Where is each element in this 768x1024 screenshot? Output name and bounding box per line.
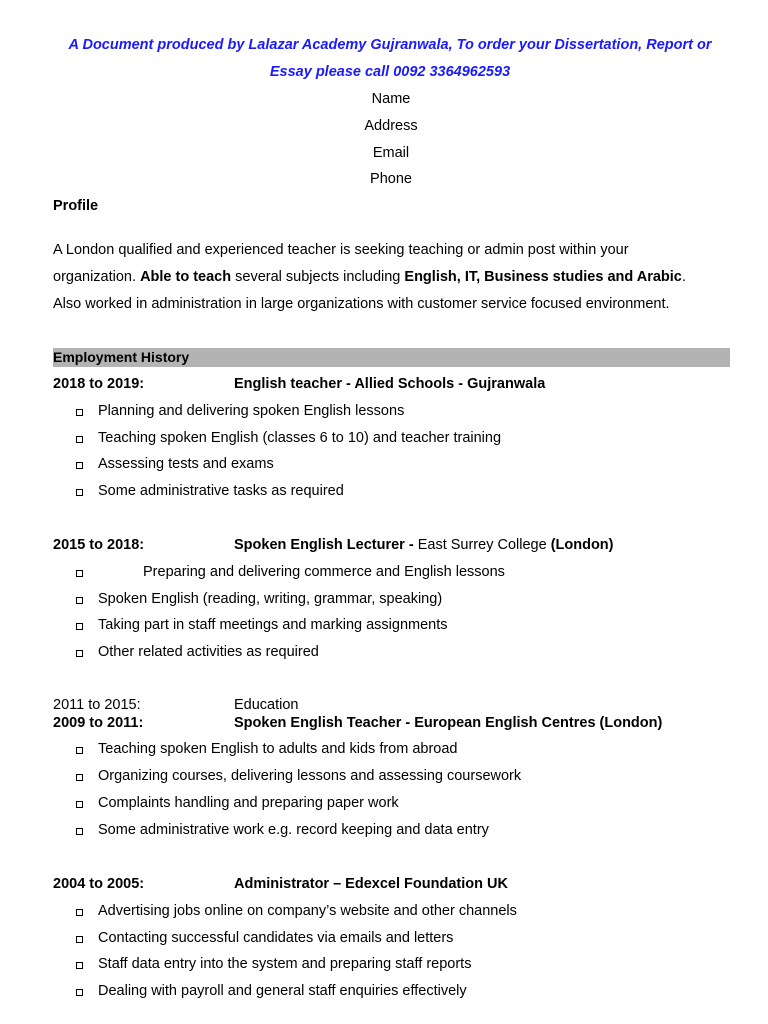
contact-phone: Phone — [370, 171, 412, 187]
profile-line-2-part-b: Able to teach — [140, 269, 232, 285]
employment-history-heading: Employment History — [53, 349, 190, 365]
square-bullet-icon — [76, 623, 83, 630]
square-bullet-icon — [76, 909, 83, 916]
list-item-text: Teaching spoken English (classes 6 to 10) and teacher training — [98, 430, 502, 446]
square-bullet-icon — [76, 747, 83, 754]
square-bullet-icon — [76, 774, 83, 781]
list-item-text: Taking part in staff meetings and marking assignments — [98, 617, 448, 633]
contact-name: Name — [371, 91, 411, 107]
profile-line-2-part-c: several subjects including — [231, 269, 405, 285]
profile-line-2-part-d: English, IT, Business studies and Arabic — [404, 269, 682, 285]
square-bullet-icon — [76, 989, 83, 996]
list-item-text: Some administrative work e.g. record keeping and data entry — [98, 822, 489, 838]
list-item-text: Assessing tests and exams — [98, 456, 274, 472]
education-date: 2011 to 2015: — [53, 697, 141, 713]
list-item-text: Contacting successful candidates via emails and letters — [98, 930, 454, 946]
square-bullet-icon — [76, 462, 83, 469]
list-item-text: Advertising jobs online on company’s website and other channels — [98, 903, 517, 919]
profile-line-3: Also worked in administration in large organizations with customer service focused environment. — [53, 296, 670, 312]
square-bullet-icon — [76, 409, 83, 416]
job-date: 2004 to 2005: — [53, 876, 145, 892]
contact-email: Email — [372, 145, 410, 161]
profile-line-1: A London qualified and experienced teacher is seeking teaching or admin post within your — [53, 242, 629, 258]
list-item-text: Planning and delivering spoken English lessons — [98, 403, 405, 419]
square-bullet-icon — [76, 489, 83, 496]
contact-address: Address — [364, 118, 418, 134]
profile-line-2-part-e: . — [681, 269, 686, 285]
profile-line-2 — [53, 264, 686, 290]
job-role-employer: East Surrey College — [417, 537, 551, 553]
job-role: Spoken English Teacher - European English Centres (London) — [234, 715, 663, 731]
square-bullet-icon — [76, 828, 83, 835]
list-item-text: Some administrative tasks as required — [98, 483, 344, 499]
list-item-text: Complaints handling and preparing paper work — [98, 795, 399, 811]
job-role-title: Spoken English Lecturer - — [234, 537, 418, 553]
job-date: 2018 to 2019: — [53, 376, 145, 392]
banner-line-2: Essay please call 0092 3364962593 — [269, 64, 511, 80]
job-date: 2009 to 2011: — [53, 715, 144, 731]
list-item-text: Organizing courses, delivering lessons and assessing coursework — [98, 768, 522, 784]
list-item-text: Spoken English (reading, writing, grammar, speaking) — [98, 591, 443, 607]
job-role — [234, 532, 614, 558]
square-bullet-icon — [76, 936, 83, 943]
employment-history-bar — [53, 348, 730, 367]
square-bullet-icon — [76, 436, 83, 443]
list-item-text: Dealing with payroll and general staff enquiries effectively — [98, 983, 467, 999]
square-bullet-icon — [76, 962, 83, 969]
square-bullet-icon — [76, 801, 83, 808]
list-item-text: Teaching spoken English to adults and kids from abroad — [98, 741, 458, 757]
job-role-location: (London) — [550, 537, 614, 553]
job-role: English teacher - Allied Schools - Gujranwala — [234, 376, 546, 392]
job-role: Administrator – Edexcel Foundation UK — [234, 876, 508, 892]
list-item-text: Staff data entry into the system and preparing staff reports — [98, 956, 472, 972]
list-item-text: Preparing and delivering commerce and English lessons — [143, 564, 505, 580]
square-bullet-icon — [76, 650, 83, 657]
banner-line-1: A Document produced by Lalazar Academy Gujranwala, To order your Dissertation, Report or — [68, 37, 712, 53]
list-item-text: Other related activities as required — [98, 644, 319, 660]
job-date: 2015 to 2018: — [53, 537, 145, 553]
square-bullet-icon — [76, 597, 83, 604]
profile-heading: Profile — [53, 198, 99, 214]
education-label: Education — [234, 697, 299, 713]
profile-line-2-part-a: organization. — [53, 269, 141, 285]
square-bullet-icon — [76, 570, 83, 577]
